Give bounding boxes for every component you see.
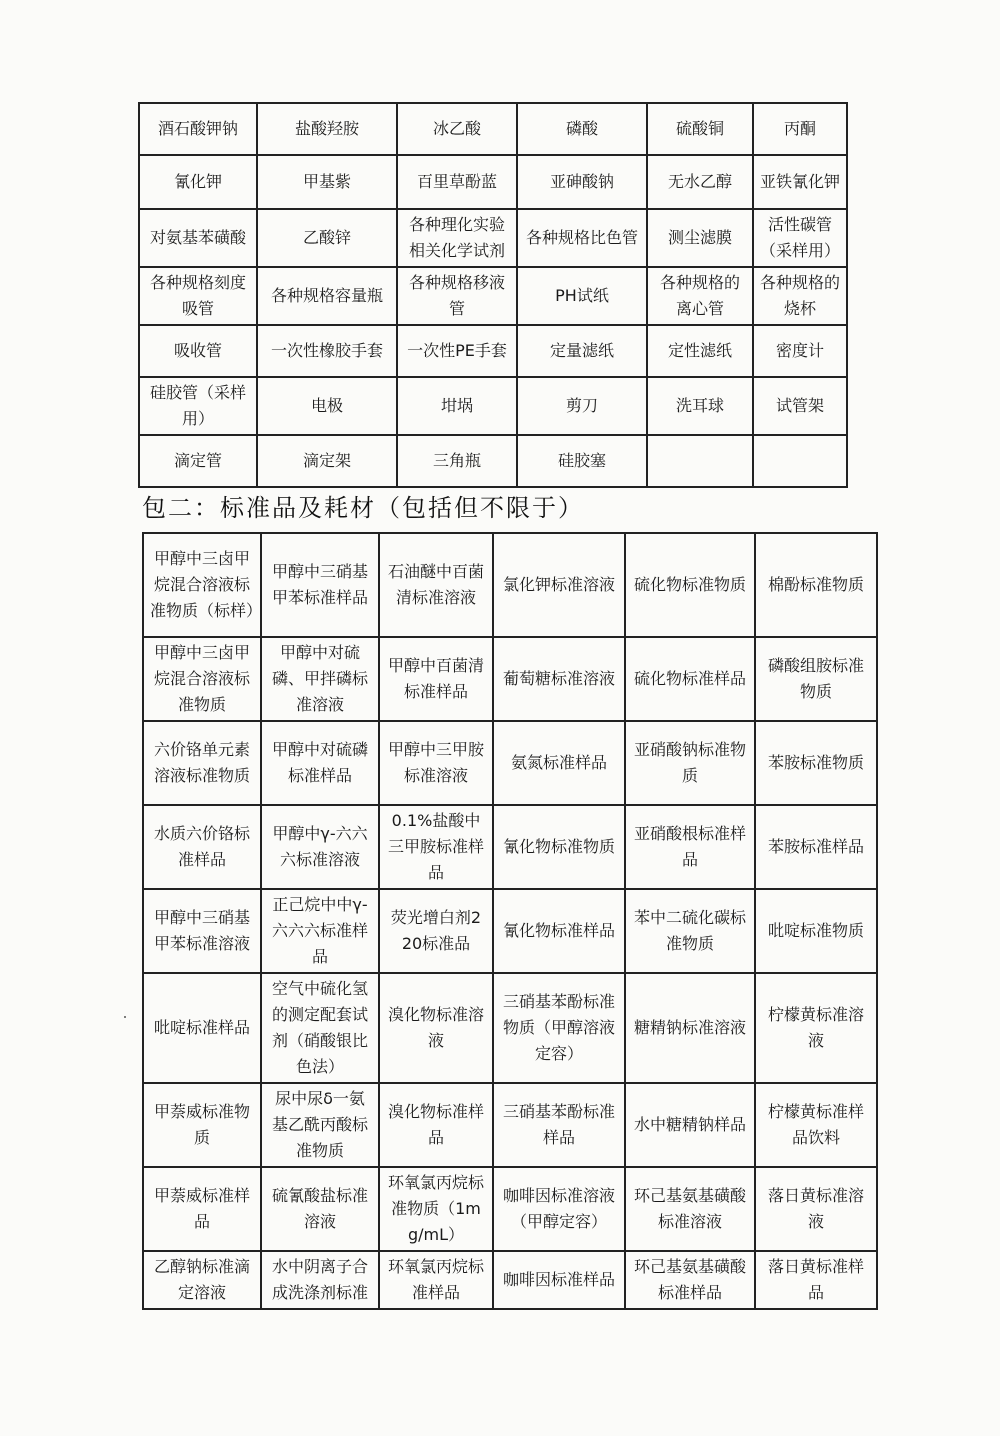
- table-cell: 滴定架: [257, 435, 397, 487]
- table-cell: 硫酸铜: [647, 103, 753, 155]
- scan-speck: [124, 1016, 126, 1018]
- table-cell: 硅胶塞: [517, 435, 647, 487]
- table-cell: 电极: [257, 377, 397, 435]
- table-cell: 活性碳管（采样用）: [753, 209, 847, 267]
- table-cell: 磷酸: [517, 103, 647, 155]
- table-cell: 乙酸锌: [257, 209, 397, 267]
- table-row: [139, 325, 847, 377]
- table-cell: 氰化物标准物质: [493, 805, 625, 889]
- table-cell: 剪刀: [517, 377, 647, 435]
- table-row: [143, 805, 877, 889]
- table-cell: 乙醇钠标准滴定溶液: [143, 1251, 261, 1309]
- table-cell: 坩埚: [397, 377, 517, 435]
- table-row: [139, 267, 847, 325]
- table-cell: 葡萄糖标准溶液: [493, 637, 625, 721]
- table-cell: 各种规格刻度吸管: [139, 267, 257, 325]
- table-cell: 空气中硫化氢的测定配套试剂（硝酸银比色法）: [261, 973, 379, 1083]
- table-cell: 对氨基苯磺酸: [139, 209, 257, 267]
- table-cell: 环氧氯丙烷标准样品: [379, 1251, 493, 1309]
- table-cell: 柠檬黄标准样品饮料: [755, 1083, 877, 1167]
- table-cell: 无水乙醇: [647, 155, 753, 209]
- table-cell: 水中糖精钠样品: [625, 1083, 755, 1167]
- table-cell: 六价铬单元素溶液标准物质: [143, 721, 261, 805]
- table-cell: 苯中二硫化碳标准物质: [625, 889, 755, 973]
- section-heading: 包二：标准品及耗材（包括但不限于）: [142, 494, 584, 522]
- table-cell: 定性滤纸: [647, 325, 753, 377]
- table-cell: 氨氮标准样品: [493, 721, 625, 805]
- table-cell: 甲醇中三硝基甲苯标准样品: [261, 533, 379, 637]
- table-cell: 正己烷中中γ-六六六标准样品: [261, 889, 379, 973]
- table-cell: 落日黄标准溶液: [755, 1167, 877, 1251]
- table-cell: 环己基氨基磺酸标准样品: [625, 1251, 755, 1309]
- table-cell: 滴定管: [139, 435, 257, 487]
- table-cell: 磷酸组胺标准物质: [755, 637, 877, 721]
- table-cell: 吡啶标准样品: [143, 973, 261, 1083]
- table-cell: 各种规格移液管: [397, 267, 517, 325]
- table-cell: 甲萘威标准物质: [143, 1083, 261, 1167]
- table-cell: 冰乙酸: [397, 103, 517, 155]
- table-cell: 测尘滤膜: [647, 209, 753, 267]
- table-cell: 亚砷酸钠: [517, 155, 647, 209]
- table-cell: [753, 435, 847, 487]
- table-cell: 甲醇中对硫磷标准样品: [261, 721, 379, 805]
- table-cell: 各种规格比色管: [517, 209, 647, 267]
- table-cell: 糖精钠标准溶液: [625, 973, 755, 1083]
- table-row: [143, 533, 877, 637]
- table-cell: 各种规格的烧杯: [753, 267, 847, 325]
- table-cell: 各种理化实验相关化学试剂: [397, 209, 517, 267]
- table-cell: 定量滤纸: [517, 325, 647, 377]
- table-cell: 甲醇中γ-六六六标准溶液: [261, 805, 379, 889]
- table-cell: 甲醇中三硝基甲苯标准溶液: [143, 889, 261, 973]
- table-row: [143, 1167, 877, 1251]
- table-row: [139, 435, 847, 487]
- table-cell: 三角瓶: [397, 435, 517, 487]
- table-cell: 各种规格的离心管: [647, 267, 753, 325]
- table-row: [143, 721, 877, 805]
- table-cell: 亚硝酸根标准样品: [625, 805, 755, 889]
- table-cell: 甲基紫: [257, 155, 397, 209]
- table-cell: 苯胺标准物质: [755, 721, 877, 805]
- table-cell: 溴化物标准溶液: [379, 973, 493, 1083]
- table-row: [139, 155, 847, 209]
- reagents-table: [138, 102, 848, 488]
- table-cell: 硫氰酸盐标准溶液: [261, 1167, 379, 1251]
- table-cell: 0.1%盐酸中三甲胺标准样品: [379, 805, 493, 889]
- table-cell: 荧光增白剂220标准品: [379, 889, 493, 973]
- table-cell: 洗耳球: [647, 377, 753, 435]
- table-row: [139, 103, 847, 155]
- table-cell: 百里草酚蓝: [397, 155, 517, 209]
- table-cell: [647, 435, 753, 487]
- table-row: [143, 1083, 877, 1167]
- table-row: [143, 889, 877, 973]
- table-cell: 亚铁氰化钾: [753, 155, 847, 209]
- table-cell: 落日黄标准样品: [755, 1251, 877, 1309]
- table-cell: 硫化物标准样品: [625, 637, 755, 721]
- table-row: [143, 973, 877, 1083]
- table-cell: 吸收管: [139, 325, 257, 377]
- table-row: [143, 1251, 877, 1309]
- table-cell: 硫化物标准物质: [625, 533, 755, 637]
- table-row: [143, 637, 877, 721]
- table-cell: PH试纸: [517, 267, 647, 325]
- table-cell: 咖啡因标准溶液（甲醇定容）: [493, 1167, 625, 1251]
- table-cell: 三硝基苯酚标准样品: [493, 1083, 625, 1167]
- table-cell: 一次性PE手套: [397, 325, 517, 377]
- table-cell: 环氧氯丙烷标准物质（1mg/mL）: [379, 1167, 493, 1251]
- table-cell: 亚硝酸钠标准物质: [625, 721, 755, 805]
- table-cell: 各种规格容量瓶: [257, 267, 397, 325]
- table-cell: 溴化物标准样品: [379, 1083, 493, 1167]
- table-cell: 氯化钾标准溶液: [493, 533, 625, 637]
- table-cell: 咖啡因标准样品: [493, 1251, 625, 1309]
- table-cell: 环己基氨基磺酸标准溶液: [625, 1167, 755, 1251]
- table-cell: 吡啶标准物质: [755, 889, 877, 973]
- table-cell: 酒石酸钾钠: [139, 103, 257, 155]
- table-cell: 甲醇中三卤甲烷混合溶液标准物质（标样）: [143, 533, 261, 637]
- table-row: [139, 377, 847, 435]
- table-cell: 棉酚标准物质: [755, 533, 877, 637]
- table-row: [139, 209, 847, 267]
- table-cell: 尿中尿δ一氨基乙酰丙酸标准物质: [261, 1083, 379, 1167]
- table-cell: 一次性橡胶手套: [257, 325, 397, 377]
- table-cell: 氰化钾: [139, 155, 257, 209]
- table-cell: 三硝基苯酚标准物质（甲醇溶液定容）: [493, 973, 625, 1083]
- table-cell: 石油醚中百菌清标准溶液: [379, 533, 493, 637]
- table-cell: 氰化物标准样品: [493, 889, 625, 973]
- table-cell: 盐酸羟胺: [257, 103, 397, 155]
- standards-table: [142, 532, 878, 1310]
- table-cell: 水质六价铬标准样品: [143, 805, 261, 889]
- table-cell: 柠檬黄标准溶液: [755, 973, 877, 1083]
- table-cell: 硅胶管（采样用）: [139, 377, 257, 435]
- table-cell: 试管架: [753, 377, 847, 435]
- table-cell: 甲醇中百菌清标准样品: [379, 637, 493, 721]
- table-cell: 甲醇中三甲胺标准溶液: [379, 721, 493, 805]
- table-cell: 水中阴离子合成洗涤剂标准: [261, 1251, 379, 1309]
- table-cell: 密度计: [753, 325, 847, 377]
- table-cell: 甲萘威标准样品: [143, 1167, 261, 1251]
- table-cell: 甲醇中三卤甲烷混合溶液标准物质: [143, 637, 261, 721]
- table-cell: 丙酮: [753, 103, 847, 155]
- table-cell: 甲醇中对硫磷、甲拌磷标准溶液: [261, 637, 379, 721]
- table-cell: 苯胺标准样品: [755, 805, 877, 889]
